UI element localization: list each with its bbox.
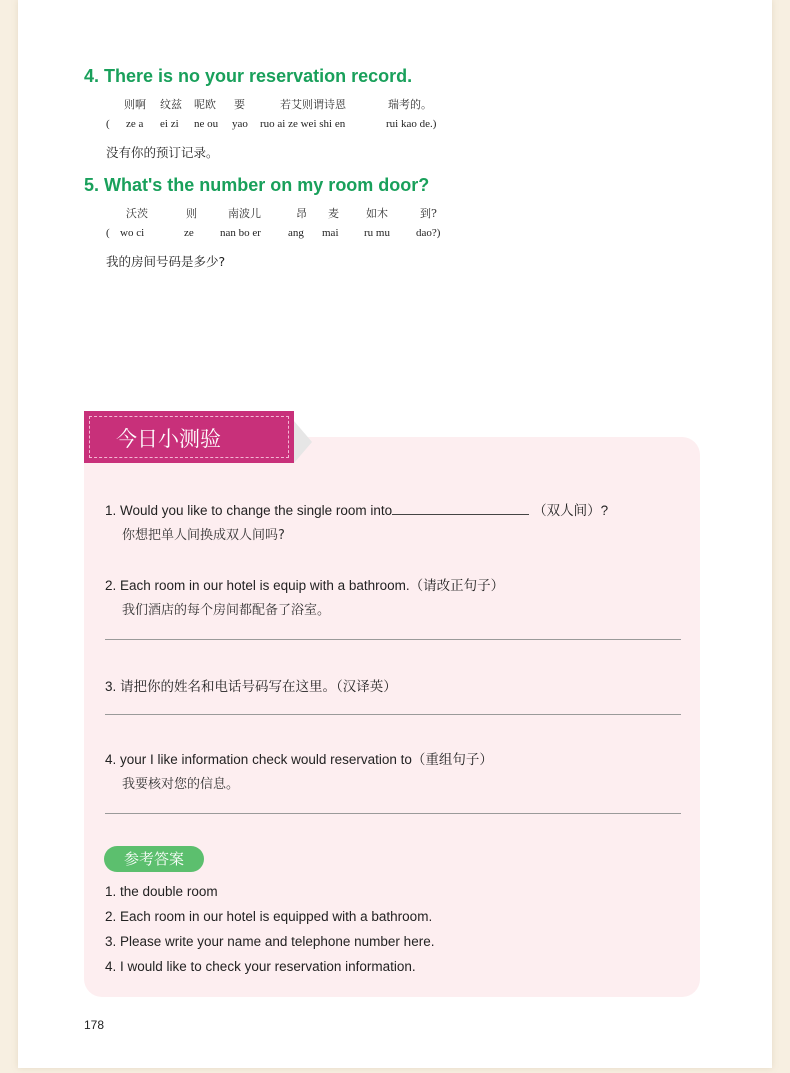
pron-py-segment: mai — [322, 227, 339, 239]
quiz-question-2: 2. Each room in our hotel is equip with a bathroom.（请改正句子） — [105, 578, 505, 593]
question-1-hint: （双人间）? — [533, 503, 609, 518]
pron-py-segment: ne ou — [194, 118, 219, 130]
answer-line-2[interactable] — [105, 639, 681, 640]
pron-py-segment: ruo ai ze wei shi en — [260, 118, 346, 130]
phrase-translation: 我的房间号码是多少? — [106, 254, 226, 269]
phrase-translation: 没有你的预订记录。 — [106, 145, 219, 160]
pron-cn-segment: 昂 — [296, 207, 307, 220]
pron-py-segment: ( — [106, 227, 110, 239]
answer-item: 3. Please write your name and telephone number here. — [105, 934, 435, 949]
pron-cn-segment: 要 — [234, 98, 245, 111]
pron-py-segment: yao — [232, 118, 248, 130]
pron-cn-segment: 麦 — [328, 207, 339, 220]
pron-py-segment: ze — [184, 227, 194, 239]
answer-line-4[interactable] — [105, 813, 681, 814]
pron-cn-segment: 纹兹 — [160, 98, 182, 111]
pron-py-segment: wo ci — [120, 227, 145, 239]
answer-key-badge: 参考答案 — [104, 846, 204, 872]
pron-cn-segment: 到? — [420, 207, 437, 220]
pron-py-segment: ei zi — [160, 118, 179, 130]
pron-py-segment: nan bo er — [220, 227, 261, 239]
pron-py-segment: ze a — [126, 118, 144, 130]
pron-cn-segment: 则啊 — [124, 98, 146, 111]
pron-cn-segment: 呢欧 — [194, 98, 216, 111]
pron-py-segment: ang — [288, 227, 304, 239]
banner-fold — [294, 421, 312, 463]
question-4-translation: 我要核对您的信息。 — [122, 777, 240, 792]
pron-cn-segment: 如木 — [366, 207, 388, 220]
pron-py-segment: dao?) — [416, 227, 441, 239]
pron-py-segment: ( — [106, 118, 110, 130]
phrase-title: 5. What's the number on my room door? — [84, 175, 430, 195]
book-page — [18, 0, 772, 1068]
quiz-title: 今日小测验 — [116, 427, 221, 451]
quiz-banner — [84, 411, 294, 463]
answer-line-3[interactable] — [105, 714, 681, 715]
answer-item: 1. the double room — [105, 884, 218, 899]
pron-py-segment: ru mu — [364, 227, 390, 239]
pron-cn-segment: 瑞考的。 — [388, 98, 432, 111]
phrase-title: 4. There is no your reservation record. — [84, 66, 413, 86]
pron-cn-segment: 沃茨 — [126, 207, 148, 220]
pron-cn-segment: 若艾则谓诗恩 — [280, 98, 346, 111]
quiz-question-3: 3. 请把你的姓名和电话号码写在这里。（汉译英） — [105, 679, 397, 694]
answer-item: 4. I would like to check your reservation information. — [105, 959, 416, 974]
pron-py-segment: rui kao de.) — [386, 118, 437, 130]
pron-cn-segment: 则 — [186, 207, 197, 220]
question-1-text: 1. Would you like to change the single room into — [105, 503, 393, 518]
quiz-question-4: 4. your I like information check would reservation to（重组句子） — [105, 752, 493, 767]
pron-cn-segment: 南波儿 — [228, 207, 261, 220]
question-1-translation: 你想把单人间换成双人间吗? — [122, 528, 285, 543]
page-number: 178 — [84, 1018, 105, 1032]
quiz-question-1 — [105, 499, 608, 519]
fill-in-blank[interactable] — [392, 504, 529, 515]
answer-item: 2. Each room in our hotel is equipped with a bathroom. — [105, 909, 433, 924]
question-2-translation: 我们酒店的每个房间都配备了浴室。 — [122, 603, 331, 618]
